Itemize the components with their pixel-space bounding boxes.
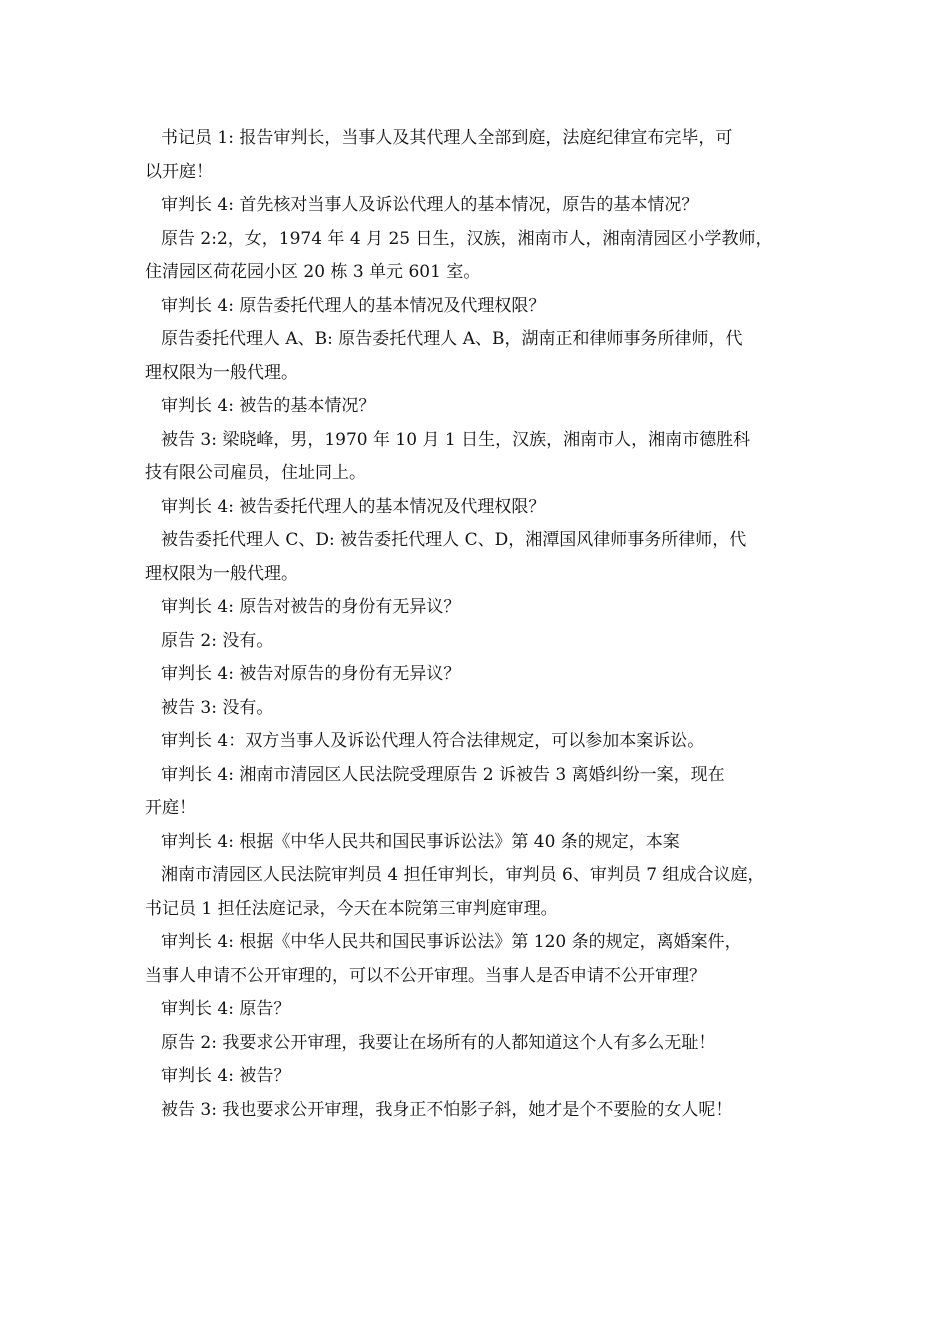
text-line: 审判长 4: 原告委托代理人的基本情况及代理权限？: [161, 295, 546, 316]
paragraph: [145, 759, 807, 826]
text-line: 湘南市清园区人民法院审判员 4 担任审判长，审判员 6、审判员 7 组成合议庭，: [161, 865, 765, 885]
text-line: 审判长 4: 被告委托代理人的基本情况及代理权限？: [161, 496, 546, 517]
paragraph: [145, 1060, 807, 1094]
paragraph: [145, 424, 807, 491]
transcript-body: [145, 122, 807, 1127]
paragraph: [145, 658, 807, 692]
text-line: 理权限为一般代理。: [145, 563, 298, 584]
paragraph: [145, 926, 807, 993]
paragraph: [145, 625, 807, 659]
paragraph: [145, 725, 807, 759]
paragraph: [145, 859, 807, 926]
paragraph: [145, 122, 807, 189]
text-line: 原告 2:2，女，1974 年 4 月 25 日生，汉族，湘南市人，湘南清园区小学教师，: [161, 228, 773, 249]
paragraph: [145, 591, 807, 625]
text-line: 审判长 4: 被告的基本情况？: [161, 396, 376, 416]
paragraph: [145, 491, 807, 525]
text-line: 审判长 4: 被告？: [161, 1066, 291, 1086]
text-line: 审判长 4: 原告对被告的身份有无异议？: [161, 597, 461, 617]
text-line: 被告 3: 我也要求公开审理，我身正不怕影子斜，她才是个不要脸的女人呢！: [161, 1099, 733, 1120]
text-line: 书记员 1: 报告审判长，当事人及其代理人全部到庭，法庭纪律宣布完毕，可: [161, 128, 733, 148]
text-line: 理权限为一般代理。: [145, 362, 298, 383]
text-line: 开庭！: [145, 798, 196, 818]
paragraph: [145, 1027, 807, 1061]
paragraph: [145, 323, 807, 390]
text-line: 原告 2: 我要求公开审理，我要让在场所有的人都知道这个人有多么无耻！: [161, 1032, 716, 1053]
text-line: 审判长 4: 根据《中华人民共和国民事诉讼法》第 120 条的规定，离婚案件，: [161, 932, 742, 952]
text-line: 书记员 1 担任法庭记录，今天在本院第三审判庭审理。: [145, 898, 558, 919]
text-line: 审判长 4: 被告对原告的身份有无异议？: [161, 664, 461, 684]
text-line: 当事人申请不公开审理的，可以不公开审理。当事人是否申请不公开审理？: [145, 965, 706, 986]
text-line: 审判长 4: 原告？: [161, 999, 291, 1019]
paragraph: [145, 223, 807, 290]
paragraph: [145, 692, 807, 726]
text-line: 审判长 4：双方当事人及诉讼代理人符合法律规定，可以参加本案诉讼。: [161, 731, 705, 751]
text-line: 原告 2: 没有。: [161, 630, 274, 651]
paragraph: [145, 524, 807, 591]
text-line: 原告委托代理人 A、B: 原告委托代理人 A、B，湖南正和律师事务所律师，代: [161, 329, 743, 349]
text-line: 被告委托代理人 C、D: 被告委托代理人 C、D，湘潭国风律师事务所律师，代: [161, 530, 747, 550]
text-line: 审判长 4: 根据《中华人民共和国民事诉讼法》第 40 条的规定，本案: [161, 831, 680, 852]
text-line: 技有限公司雇员，住址同上。: [145, 463, 366, 483]
paragraph: [145, 390, 807, 424]
paragraph: [145, 290, 807, 324]
text-line: 审判长 4: 湘南市清园区人民法院受理原告 2 诉被告 3 离婚纠纷一案，现在: [161, 764, 725, 785]
paragraph: [145, 189, 807, 223]
text-line: 审判长 4: 首先核对当事人及诉讼代理人的基本情况，原告的基本情况？: [161, 195, 699, 215]
paragraph: [145, 993, 807, 1027]
paragraph: [145, 1094, 807, 1128]
paragraph: [145, 826, 807, 860]
text-line: 住清园区荷花园小区 20 栋 3 单元 601 室。: [145, 262, 481, 282]
text-line: 被告 3: 梁晓峰，男，1970 年 10 月 1 日生，汉族，湘南市人，湘南市德胜科: [161, 429, 751, 450]
text-line: 被告 3: 没有。: [161, 697, 274, 718]
text-line: 以开庭！: [145, 161, 213, 182]
